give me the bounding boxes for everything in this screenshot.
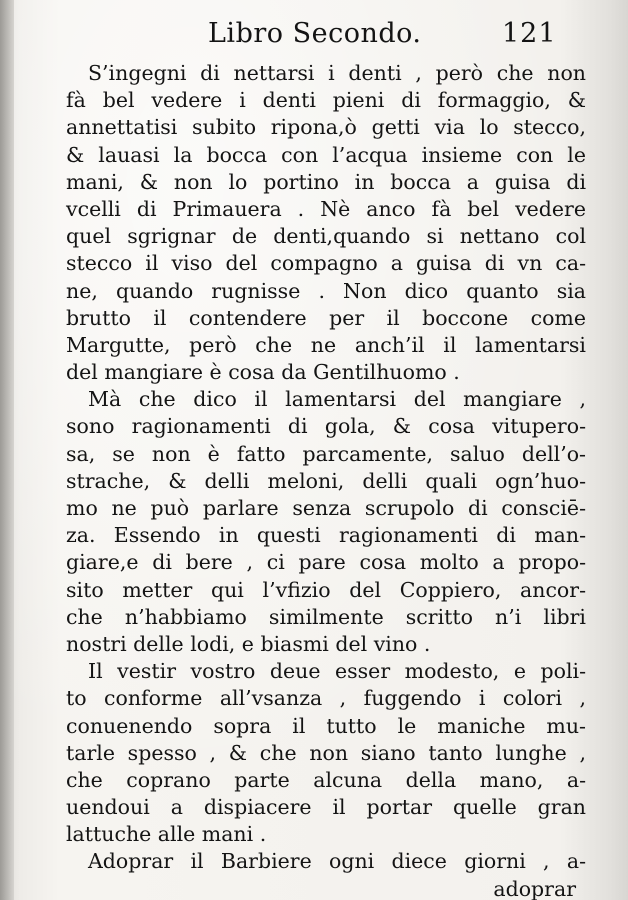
text-line: S’ingegni di nettarsi i denti , però che non xyxy=(88,61,586,85)
text-line: Mà che dico il lamentarsi del mangiare , xyxy=(88,387,586,412)
text-line: fà bel vedere i denti pieni di formaggio, & xyxy=(66,88,586,113)
text-line: sito metter qui l’vfizio del Coppiero, ancor- xyxy=(66,577,586,602)
text-line: tarle spesso , & che non siano tanto lunghe , xyxy=(66,740,586,765)
text-line: Adoprar il Barbiere ogni diece giorni , a- xyxy=(88,849,586,874)
text-line: strache, & delli meloni, delli quali ogn’huo- xyxy=(66,468,586,493)
text-line: stecco il viso del compagno a guisa di vn ca- xyxy=(66,251,586,276)
text-line: Il vestir vostro deue esser modesto, e poli- xyxy=(88,659,586,684)
text-line: giare,e di bere , ci pare cosa molto a propo- xyxy=(66,550,586,575)
text-line: Margutte, però che ne anch’il il lamentarsi xyxy=(66,332,586,357)
text-line: annettatisi subito ripona,ò getti via lo stecco, xyxy=(66,115,586,140)
text-line: to conforme all’vsanza , fuggendo i colori , xyxy=(66,686,586,711)
text-line: nostri delle lodi, e biasmi del vino . xyxy=(66,631,431,656)
page-number: 121 xyxy=(502,18,557,49)
text-line: mani, & non lo portino in bocca a guisa di xyxy=(66,169,586,194)
text-line: za. Essendo in questi ragionamenti di man- xyxy=(66,523,586,548)
text-line: brutto il contendere per il boccone come xyxy=(66,305,586,330)
page-gutter-shadow xyxy=(0,0,14,900)
text-line: lattuche alle mani . xyxy=(66,822,267,847)
text-line: del mangiare è cosa da Gentilhuomo . xyxy=(66,360,460,385)
text-line: uendoui a dispiacere il portar quelle gran xyxy=(66,795,586,820)
page-header xyxy=(0,18,628,58)
text-line: mo ne può parlare senza scrupolo di consciē- xyxy=(66,496,586,520)
text-line: vcelli di Primauera . Nè anco fà bel vedere xyxy=(66,196,586,221)
text-line: sa, se non è fatto parcamente, saluo dell’o- xyxy=(66,441,586,466)
text-line: quel sgrignar de denti,quando si nettano col xyxy=(66,224,586,249)
body-text xyxy=(66,60,586,900)
text-line: ne, quando rugnisse . Non dico quanto sia xyxy=(66,278,586,303)
text-line: che n’habbiamo similmente scritto n’i libri xyxy=(66,604,586,629)
text-line: sono ragionamenti di gola, & cosa vitupero- xyxy=(66,414,586,439)
running-head: Libro Secondo. xyxy=(208,18,422,49)
catchword: adoprar xyxy=(493,876,576,900)
text-line: conuenendo sopra il tutto le maniche mu- xyxy=(66,713,586,738)
text-line: & lauasi la bocca con l’acqua insieme con le xyxy=(66,142,586,167)
text-line: che coprano parte alcuna della mano, a- xyxy=(66,767,586,792)
